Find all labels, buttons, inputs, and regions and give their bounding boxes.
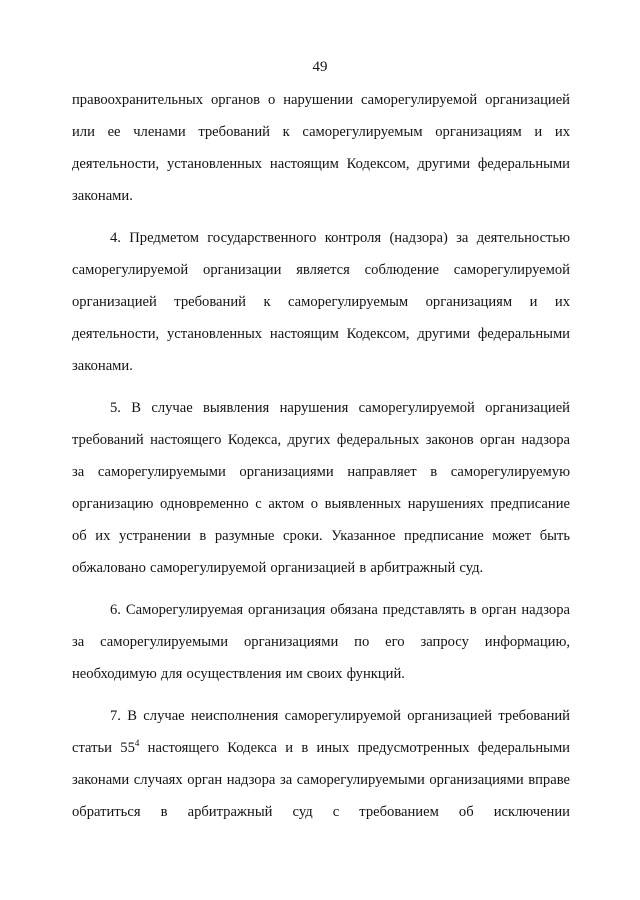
paragraph-item-7 <box>72 700 570 828</box>
paragraph-item-5: 5. В случае выявления нарушения саморегулируемой организацией требований настоящего Кодекса, других федеральных законов орган надзора за саморегулируемыми организациями направляет в саморегулируемую организацию одновременно с актом о выявленных нарушениях предписание об их устранении в разумные сроки. Указанное предписание может быть обжаловано саморегулируемой организацией в арбитражный суд. <box>72 400 570 576</box>
paragraph-item-6: 6. Саморегулируемая организация обязана представлять в орган надзора за саморегулируемыми организациями по его запросу информацию, необходимую для осуществления им своих функций. <box>72 602 570 682</box>
paragraph-item-4: 4. Предметом государственного контроля (надзора) за деятельностью саморегулируемой организации является соблюдение саморегулируемой организацией требований к саморегулируемым организациям и их деятельности, установленных настоящим Кодексом, другими федеральными законами. <box>72 230 570 374</box>
page-number: 49 <box>312 59 328 75</box>
document-body <box>72 84 570 838</box>
paragraph-continuation: правоохранительных органов о нарушении саморегулируемой организацией или ее членами требований к саморегулируемым организациям и их деятельности, установленных настоящим Кодексом, другими федеральными законами. <box>72 92 570 204</box>
paragraph-item-7-end: настоящего Кодекса и в иных предусмотренных федеральными законами случаях орган надзора за саморегулируемыми организациями вправе обратиться в арбитражный суд с требованием об исключении <box>72 740 570 820</box>
paragraph-item-7-start: 7. В случае неисполнения саморегулируемой организацией требований статьи 55 <box>72 708 570 756</box>
article-superscript: 4 <box>134 738 140 748</box>
